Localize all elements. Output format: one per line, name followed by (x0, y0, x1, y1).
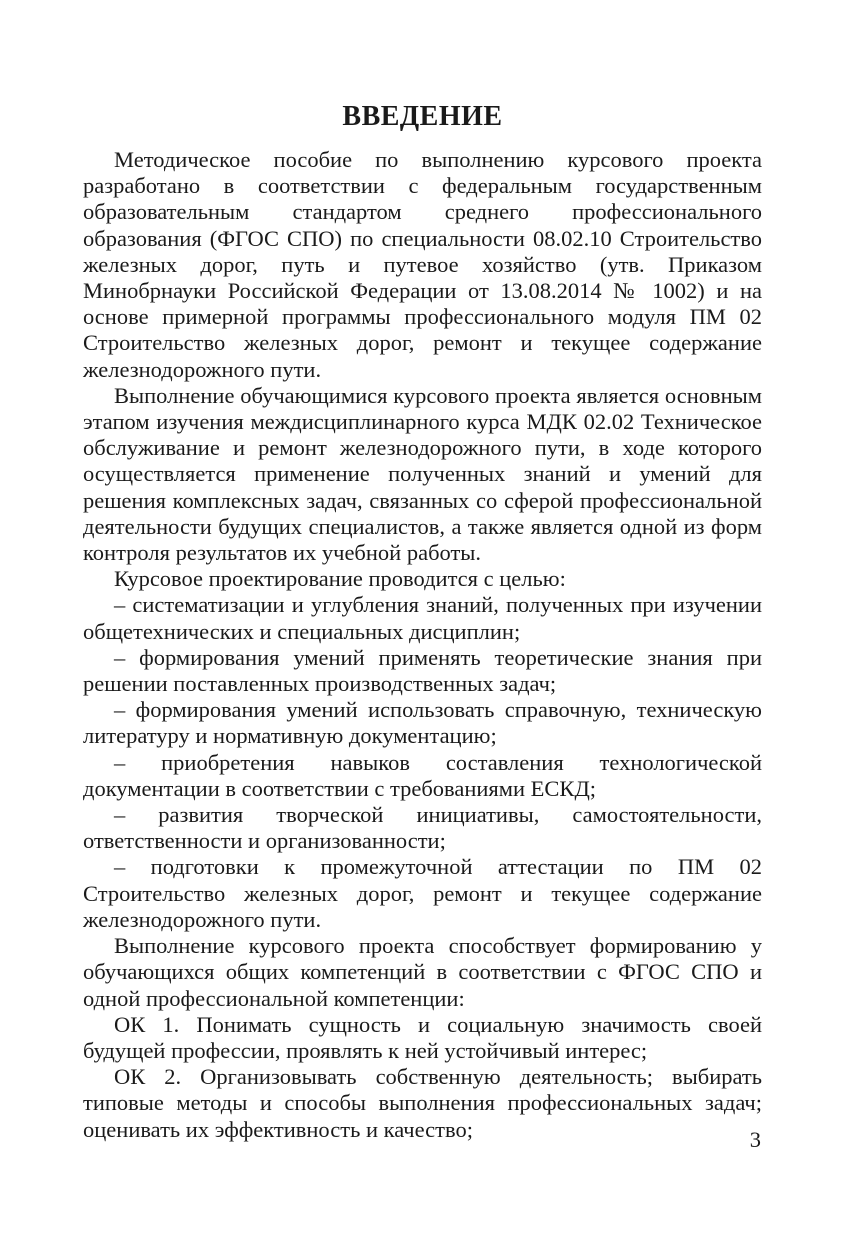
goal-list-item: – подготовки к промежуточной аттестации по ПМ 02 Строительство железных дорог, ремонт и текущее содержание железнодорожного пути. (83, 854, 762, 932)
intro-paragraph-1: Методическое пособие по выполнению курсового проекта разработано в соответствии с федеральным государственным образовательным стандартом среднего профессионального образования (ФГОС СПО) по специальности 08.02.10 Строительство железных дорог, путь и путевое хозяйство (утв. Приказом Минобрнауки Российской Федерации от 13.08.2014 № 1002) и на основе примерной программы профессионального модуля ПМ 02 Строительство железных дорог, ремонт и текущее содержание железнодорожного пути. (83, 147, 762, 382)
goal-list-item: – формирования умений использовать справочную, техническую литературу и нормативную документацию; (83, 697, 762, 749)
competency-item-ok1: ОК 1. Понимать сущность и социальную значимость своей будущей профессии, проявлять к ней устойчивый интерес; (83, 1011, 762, 1063)
goal-list-item: – развития творческой инициативы, самостоятельности, ответственности и организованности; (83, 802, 762, 854)
goals-lead-paragraph: Курсовое проектирование проводится с целью: (114, 566, 566, 592)
page-number: 3 (749, 1127, 761, 1152)
goal-list-item: – приобретения навыков составления технологической документации в соответствии с требованиями ЕСКД; (83, 749, 762, 801)
goal-list-item: – систематизации и углубления знаний, полученных при изучении общетехнических и специальных дисциплин; (83, 592, 762, 644)
goal-list-item: – формирования умений применять теоретические знания при решении поставленных производственных задач; (83, 644, 762, 697)
competency-item-ok2: ОК 2. Организовывать собственную деятельность; выбирать типовые методы и способы выполнения профессиональных задач; оценивать их эффективность и качество; (83, 1064, 762, 1142)
document-page (83, 97, 762, 1143)
page-title: ВВЕДЕНИЕ (342, 101, 503, 132)
competencies-lead-paragraph: Выполнение курсового проекта способствует формированию у обучающихся общих компетенций в соответствии с ФГОС СПО и одной профессиональной компетенции: (83, 933, 762, 1011)
intro-paragraph-2: Выполнение обучающимися курсового проекта является основным этапом изучения междисциплинарного курса МДК 02.02 Техническое обслуживание и ремонт железнодорожного пути, в ходе которого осуществляется применение полученных знаний и умений для решения комплексных задач, связанных со сферой профессиональной деятельности будущих специалистов, а также является одной из форм контроля результатов их учебной работы. (83, 382, 762, 566)
